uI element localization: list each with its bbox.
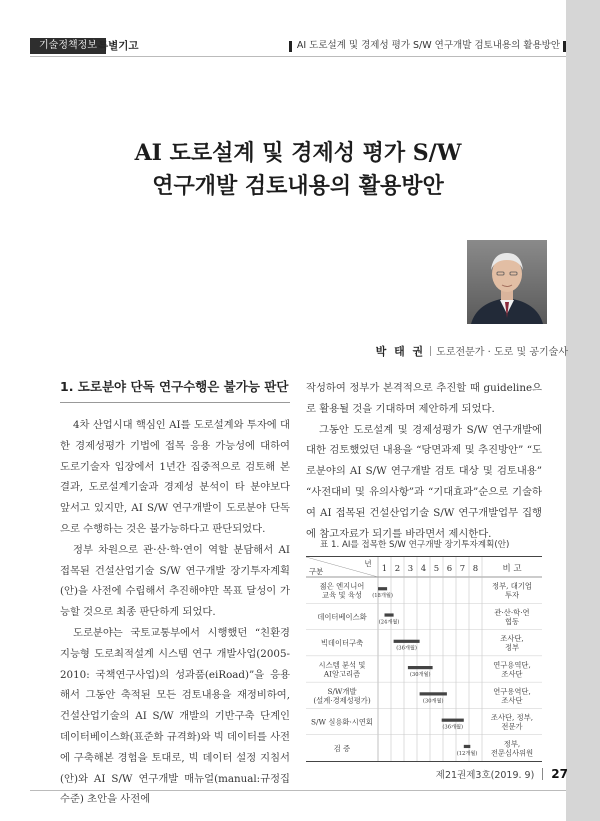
table-row-note: 전문심사위원 bbox=[490, 748, 534, 758]
gantt-bar bbox=[420, 692, 447, 695]
table-row-label: AI알고리즘 bbox=[323, 669, 361, 679]
author-photo bbox=[467, 240, 547, 324]
table-row-note: 정부 bbox=[504, 643, 520, 653]
issue-info: 제21권제3호(2019. 9) bbox=[435, 770, 535, 781]
table-row-label: 교육 및 육성 bbox=[322, 590, 362, 600]
gantt-duration-label: (30개월) bbox=[422, 698, 444, 705]
body-paragraph: 도로분야는 국토교통부에서 시행했던 “친환경 지능형 도로최적설계 시스템 연구 개발사업(2005-2010: 국책연구사업)의 성과품(eiRoad)”을 응용해서 그동안 축적된 모든 검토내용을 재정비하여, 건설산업기술의 AI S/W 개발의 기반구축 단계인 데이터베이스화(표준화 규격화)와 빅 데이터를 사전에 구축해본 경험을 토대로, 빅 데이터 설정 지침서(안)와 AI S/W 연구개발 매뉴얼(manual:규정집 수준) 초안을 사전에 bbox=[60, 626, 291, 806]
table-row-note: 전문가 bbox=[501, 722, 523, 732]
section-heading: 1. 도로분야 단독 연구수행은 불가능 판단 bbox=[60, 378, 290, 403]
author-byline bbox=[376, 343, 568, 359]
table-row-note: 조사단, 정부, bbox=[490, 713, 534, 723]
gantt-table-svg bbox=[306, 557, 542, 761]
gantt-bar bbox=[378, 587, 387, 590]
gantt-duration-label: (24개월) bbox=[378, 619, 400, 626]
gantt-bar bbox=[408, 666, 433, 669]
gantt-duration-label: (36개월) bbox=[396, 645, 417, 652]
body-paragraph: 정부 차원으로 관·산·학·연이 역할 분담해서 AI 접목된 건설산업기술 S/W 연구개발 장기투자계획(안)을 사전에 수립해서 추진해야만 목표 달성이 가능할 것으로 최종 판단하게 되었다. bbox=[60, 543, 290, 619]
article-title-line1: AI 도로설계 및 경제성 평가 S/W bbox=[134, 140, 462, 166]
gantt-bar bbox=[464, 745, 471, 748]
footer-divider bbox=[30, 790, 566, 791]
table-row-label: S/W 실용화·시연회 bbox=[311, 717, 373, 727]
table-year-header: 4 bbox=[420, 564, 427, 574]
table-year-header: 5 bbox=[433, 564, 440, 574]
footer-separator bbox=[542, 768, 543, 780]
gantt-bar bbox=[442, 719, 464, 722]
investment-plan-table bbox=[306, 556, 542, 762]
table-row-note: 조사단 bbox=[501, 669, 523, 679]
header-running-title: AI 도로설계 및 경제성 평가 S/W 연구개발 검토내용의 활용방안 bbox=[289, 38, 560, 54]
gantt-duration-label: (30개월) bbox=[409, 672, 431, 678]
table-year-header: 8 bbox=[472, 564, 479, 574]
header-subcategory: 특별기고 bbox=[98, 40, 139, 52]
author-name: 박 태 권 bbox=[375, 345, 426, 358]
table-row-note: 조사단, bbox=[500, 634, 524, 644]
table-row-label: 빅데이터구축 bbox=[320, 638, 364, 648]
right-column bbox=[306, 378, 542, 544]
author-separator bbox=[430, 346, 431, 356]
table-row-note: 정부, bbox=[503, 739, 521, 749]
table-year-header: 2 bbox=[394, 564, 401, 574]
table-caption: 표 1. AI를 접목한 S/W 연구개발 장기투자계획(안) bbox=[320, 540, 510, 550]
table-row-label: S/W개발 bbox=[327, 686, 357, 696]
article-title-line2: 연구개발 검토내용의 활용방안 bbox=[152, 173, 444, 199]
page-header bbox=[0, 0, 566, 60]
table-row-note: 조사단 bbox=[501, 695, 523, 705]
body-paragraph: 4차 산업시대 핵심인 AI를 도로설계와 투자에 대한 경제성평가 기법에 접목 응용 가능성에 대하여 도로기술자 입장에서 1년간 집중적으로 검토해 본 결과, 도로설계기술과 경제성 분석이 타 분야보다 앞서고 있지만, AI S/W 연구개발이 도로분야 단독으로 수행하는 것은 불가능하다고 판단되었다. bbox=[60, 419, 290, 535]
table-year-header: 1 bbox=[381, 564, 388, 574]
body-paragraph: 그동안 도로설계 및 경제성평가 S/W 연구개발에 대한 검토했었던 내용을 “당면과제 및 추진방안” “도로분야의 AI S/W 연구개발 검토 대상 및 검토내용” “사전대비 및 유의사항”과 “기대효과”순으로 기술하여 AI 접목된 건설산업기술 S/W 연구개발업무 집행에 참고자료가 되기를 바라면서 제시한다. bbox=[306, 423, 542, 540]
author-portrait-image bbox=[467, 240, 547, 324]
gantt-bar bbox=[394, 640, 420, 643]
table-row-note: 연구용역단, bbox=[493, 686, 531, 696]
table-row-note: 연구용역단, bbox=[493, 660, 531, 670]
table-year-header: 3 bbox=[407, 564, 414, 574]
author-affiliation: 도로전문가 · 도로 및 공기술사 bbox=[436, 347, 568, 358]
table-year-header: 6 bbox=[446, 564, 453, 574]
header-divider bbox=[30, 56, 566, 57]
page-footer bbox=[436, 767, 568, 781]
left-column bbox=[60, 378, 290, 810]
table-row-label: 젊은 엔지니어 bbox=[319, 581, 365, 591]
table-year-header: 7 bbox=[459, 564, 466, 574]
gantt-duration-label: (12개월) bbox=[456, 750, 478, 757]
gantt-duration-label: (18개월) bbox=[372, 593, 393, 600]
table-row-note: 협동 bbox=[504, 616, 520, 626]
table-row-note: 투자 bbox=[504, 590, 520, 600]
table-corner-year-label: 년 bbox=[364, 559, 372, 568]
table-row-label: 시스템 분석 및 bbox=[318, 660, 366, 670]
article-title bbox=[30, 137, 566, 203]
table-row-note: 관·산·학·연 bbox=[494, 607, 530, 617]
table-row-label: 데이터베이스화 bbox=[317, 612, 367, 622]
header-category-tag: 기술정책정보 bbox=[30, 38, 106, 54]
table-row-note: 정부, 대기업 bbox=[492, 581, 532, 591]
table-row-label: 검 증 bbox=[333, 743, 351, 753]
table-corner-category-label: 구분 bbox=[308, 567, 324, 576]
gantt-duration-label: (36개월) bbox=[442, 724, 464, 731]
gantt-bar bbox=[385, 613, 394, 616]
side-margin-strip bbox=[566, 0, 600, 821]
table-row-label: (설계·경제성평가) bbox=[313, 695, 371, 705]
table-note-header: 비 고 bbox=[502, 564, 522, 574]
page-number: 27 bbox=[551, 767, 568, 781]
body-paragraph: 작성하여 정부가 본격적으로 추진할 때 guideline으로 활용될 것을 기대하며 제안하게 되었다. bbox=[306, 382, 542, 415]
